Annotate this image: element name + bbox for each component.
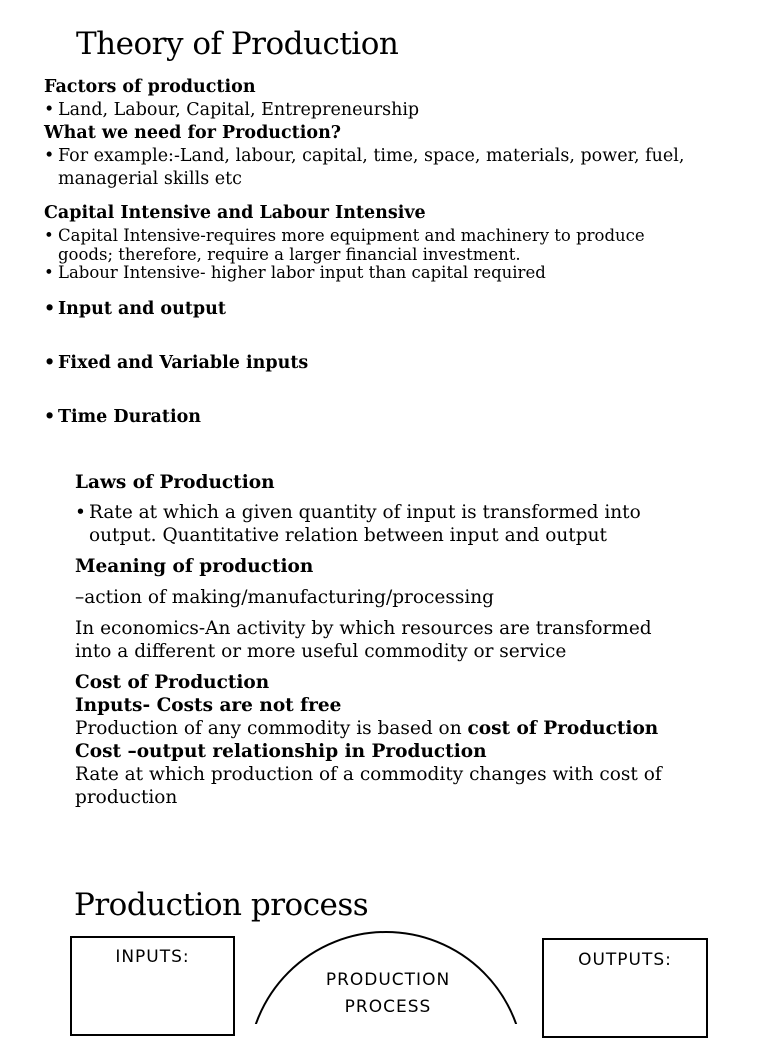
capital-intensive-item [44,225,764,265]
slide2-content [75,471,755,809]
need-item-line2: managerial skills etc [58,169,242,189]
capital-line1: • Capital Intensive-requires more equipment and machinery to produce [58,226,645,245]
outputs-label: OUTPUTS: [578,950,672,970]
need-item-line1: • For example:-Land, labour, capital, time, space, materials, power, fuel, [58,146,685,166]
meaning-text: –action of making/manufacturing/processing [75,587,495,608]
cost-heading: Cost of Production [75,672,270,693]
laws-line2: output. Quantitative relation between input and output [89,525,607,546]
bullet-time-duration: • Time Duration [44,406,768,429]
factors-item: • Land, Labour, Capital, Entrepreneurship [44,99,764,122]
economics-line1: In economics-An activity by which resources are transformed [75,618,652,639]
laws-item [75,501,755,547]
inputs-label: INPUTS: [115,947,190,967]
production-process-title: Production process [74,887,369,923]
laws-line1: • Rate at which a given quantity of input is transformed into [89,502,641,523]
rate-line2: production [75,787,178,808]
slide-title: Theory of Production [76,26,399,62]
bullet-fixed-variable: • Fixed and Variable inputs [44,352,768,375]
economics-line2: into a different or more useful commodity or service [75,641,567,662]
inputs-costs-heading: Inputs- Costs are not free [75,695,342,716]
outputs-box [542,938,708,1038]
meaning-heading: Meaning of production [75,556,314,577]
based-on-bold: cost of Production [467,718,659,739]
rate-line1: Rate at which production of a commodity changes with cost of [75,764,662,785]
need-heading: What we need for Production? [44,123,342,143]
capital-line2: goods; therefore, require a larger financial investment. [58,245,521,264]
bullet-input-output: • Input and output [44,298,768,321]
based-on-plain: Production of any commodity is based on [75,718,468,739]
slide1-content [44,76,764,191]
intensive-section [44,202,764,283]
labour-intensive-item: • Labour Intensive- higher labor input than capital required [44,262,764,283]
inputs-box [70,936,235,1036]
process-label-line2: PROCESS [344,997,432,1017]
relationship-heading: Cost –output relationship in Production [75,741,487,762]
factors-heading: Factors of production [44,77,256,97]
based-on-text [75,717,755,740]
intensive-heading: Capital Intensive and Labour Intensive [44,203,426,223]
process-label-line1: PRODUCTION [325,970,451,990]
laws-heading: Laws of Production [75,472,275,493]
need-item [44,145,764,191]
